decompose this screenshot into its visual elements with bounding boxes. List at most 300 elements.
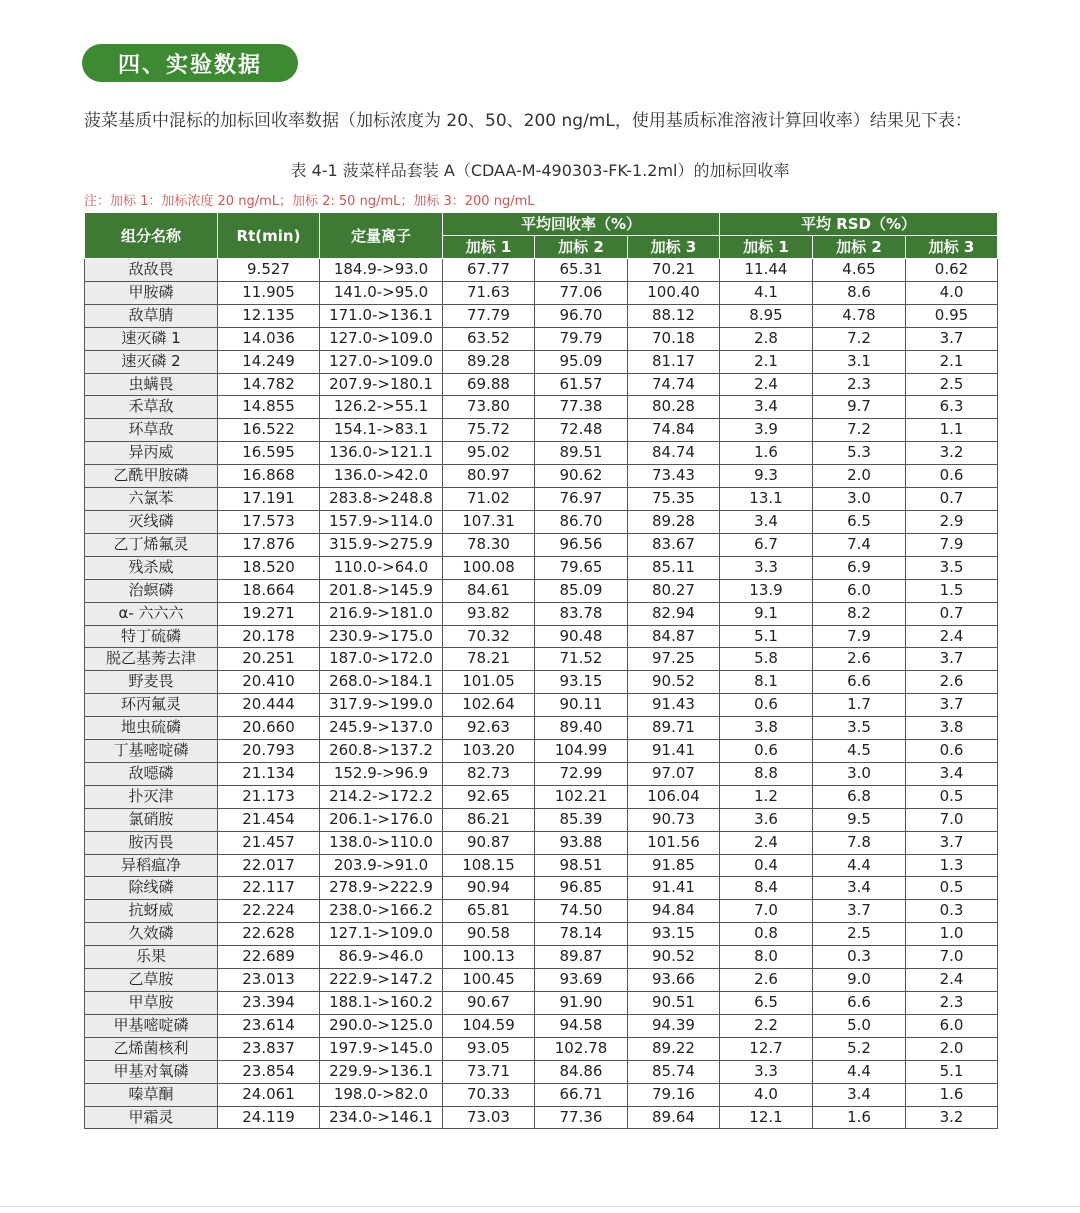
cell-component-name: 速灭磷 2	[85, 350, 218, 373]
cell-quant-ion: 138.0->110.0	[320, 831, 443, 854]
cell-component-name: 甲基嘧啶磷	[85, 1014, 218, 1037]
cell-rsd-spike3: 7.0	[906, 946, 998, 969]
cell-recovery-spike1: 100.13	[443, 946, 535, 969]
cell-rsd-spike3: 0.5	[906, 877, 998, 900]
cell-rsd-spike3: 0.62	[906, 259, 998, 282]
cell-recovery-spike1: 103.20	[443, 740, 535, 763]
cell-rsd-spike2: 5.2	[813, 1037, 906, 1060]
cell-rsd-spike2: 7.9	[813, 625, 906, 648]
table-row	[85, 877, 998, 900]
cell-rsd-spike2: 4.65	[813, 259, 906, 282]
cell-recovery-spike2: 85.39	[535, 808, 628, 831]
cell-recovery-spike3: 89.22	[628, 1037, 720, 1060]
cell-recovery-spike2: 96.85	[535, 877, 628, 900]
table-row	[85, 785, 998, 808]
cell-rsd-spike1: 9.1	[720, 602, 813, 625]
cell-rsd-spike3: 1.0	[906, 923, 998, 946]
cell-recovery-spike2: 72.48	[535, 419, 628, 442]
cell-rsd-spike3: 6.0	[906, 1014, 998, 1037]
cell-rsd-spike1: 6.5	[720, 992, 813, 1015]
cell-quant-ion: 86.9->46.0	[320, 946, 443, 969]
cell-rt: 21.134	[218, 762, 320, 785]
table-row	[85, 327, 998, 350]
intro-text: 菠菜基质中混标的加标回收率数据（加标浓度为 20、50、200 ng/mL，使用基质标准溶液计算回收率）结果见下表：	[84, 111, 972, 131]
cell-rsd-spike3: 3.5	[906, 556, 998, 579]
cell-recovery-spike1: 80.97	[443, 465, 535, 488]
table-row	[85, 923, 998, 946]
cell-rsd-spike2: 6.6	[813, 671, 906, 694]
cell-recovery-spike1: 89.28	[443, 350, 535, 373]
cell-rt: 22.224	[218, 900, 320, 923]
cell-recovery-spike3: 89.64	[628, 1106, 720, 1129]
cell-component-name: 除线磷	[85, 877, 218, 900]
cell-quant-ion: 184.9->93.0	[320, 259, 443, 282]
cell-rt: 9.527	[218, 259, 320, 282]
cell-recovery-spike2: 77.38	[535, 396, 628, 419]
cell-recovery-spike1: 82.73	[443, 762, 535, 785]
table-row	[85, 373, 998, 396]
cell-rsd-spike2: 0.3	[813, 946, 906, 969]
cell-component-name: 敌噁磷	[85, 762, 218, 785]
cell-recovery-spike3: 74.84	[628, 419, 720, 442]
cell-rsd-spike3: 0.95	[906, 304, 998, 327]
cell-rsd-spike1: 13.9	[720, 579, 813, 602]
cell-rsd-spike1: 3.3	[720, 556, 813, 579]
table-row	[85, 625, 998, 648]
cell-rsd-spike3: 2.6	[906, 671, 998, 694]
cell-rsd-spike3: 2.9	[906, 510, 998, 533]
cell-recovery-spike3: 84.87	[628, 625, 720, 648]
cell-quant-ion: 222.9->147.2	[320, 969, 443, 992]
cell-recovery-spike3: 97.25	[628, 648, 720, 671]
header-recovery-spike1: 加标 1	[443, 236, 535, 259]
cell-rsd-spike3: 3.7	[906, 327, 998, 350]
cell-recovery-spike3: 93.66	[628, 969, 720, 992]
cell-recovery-spike2: 90.11	[535, 694, 628, 717]
cell-component-name: 胺丙畏	[85, 831, 218, 854]
table-row	[85, 1014, 998, 1037]
table-row	[85, 992, 998, 1015]
cell-rsd-spike2: 5.3	[813, 442, 906, 465]
cell-recovery-spike2: 94.58	[535, 1014, 628, 1037]
cell-component-name: 禾草敌	[85, 396, 218, 419]
header-rsd: 平均 RSD（%）	[720, 213, 998, 236]
cell-rsd-spike2: 1.7	[813, 694, 906, 717]
cell-rsd-spike3: 0.5	[906, 785, 998, 808]
cell-recovery-spike3: 84.74	[628, 442, 720, 465]
table-row	[85, 762, 998, 785]
cell-recovery-spike2: 95.09	[535, 350, 628, 373]
cell-recovery-spike3: 90.52	[628, 671, 720, 694]
cell-rsd-spike2: 2.0	[813, 465, 906, 488]
cell-rsd-spike2: 4.78	[813, 304, 906, 327]
cell-recovery-spike1: 73.03	[443, 1106, 535, 1129]
cell-rsd-spike1: 3.4	[720, 396, 813, 419]
cell-rt: 19.271	[218, 602, 320, 625]
cell-quant-ion: 136.0->121.1	[320, 442, 443, 465]
cell-recovery-spike2: 86.70	[535, 510, 628, 533]
cell-recovery-spike3: 90.73	[628, 808, 720, 831]
cell-rsd-spike1: 9.3	[720, 465, 813, 488]
cell-recovery-spike2: 93.15	[535, 671, 628, 694]
cell-quant-ion: 230.9->175.0	[320, 625, 443, 648]
cell-rt: 22.017	[218, 854, 320, 877]
cell-component-name: 野麦畏	[85, 671, 218, 694]
cell-recovery-spike1: 75.72	[443, 419, 535, 442]
table-row	[85, 831, 998, 854]
cell-rt: 20.660	[218, 717, 320, 740]
cell-quant-ion: 207.9->180.1	[320, 373, 443, 396]
footer-divider	[0, 1206, 1080, 1207]
header-rsd-spike2: 加标 2	[813, 236, 906, 259]
cell-rsd-spike2: 3.0	[813, 762, 906, 785]
table-row	[85, 1037, 998, 1060]
cell-component-name: 治螟磷	[85, 579, 218, 602]
cell-recovery-spike3: 94.84	[628, 900, 720, 923]
cell-recovery-spike2: 66.71	[535, 1083, 628, 1106]
cell-recovery-spike3: 79.16	[628, 1083, 720, 1106]
section-title: 四、实验数据	[82, 44, 298, 82]
cell-rsd-spike3: 3.8	[906, 717, 998, 740]
cell-recovery-spike2: 76.97	[535, 488, 628, 511]
cell-rsd-spike1: 4.0	[720, 1083, 813, 1106]
cell-component-name: 扑灭津	[85, 785, 218, 808]
cell-recovery-spike1: 77.79	[443, 304, 535, 327]
cell-recovery-spike3: 70.21	[628, 259, 720, 282]
cell-recovery-spike3: 91.41	[628, 877, 720, 900]
cell-component-name: 异稻瘟净	[85, 854, 218, 877]
cell-rt: 20.178	[218, 625, 320, 648]
table-row	[85, 396, 998, 419]
cell-rt: 17.573	[218, 510, 320, 533]
cell-recovery-spike3: 90.51	[628, 992, 720, 1015]
cell-rsd-spike2: 6.5	[813, 510, 906, 533]
cell-recovery-spike1: 69.88	[443, 373, 535, 396]
cell-rt: 16.868	[218, 465, 320, 488]
cell-quant-ion: 152.9->96.9	[320, 762, 443, 785]
cell-rsd-spike1: 12.1	[720, 1106, 813, 1129]
table-row	[85, 304, 998, 327]
cell-rsd-spike3: 1.6	[906, 1083, 998, 1106]
cell-rsd-spike3: 0.6	[906, 740, 998, 763]
cell-component-name: 环草敌	[85, 419, 218, 442]
cell-rsd-spike3: 5.1	[906, 1060, 998, 1083]
table-row	[85, 854, 998, 877]
cell-rt: 24.061	[218, 1083, 320, 1106]
cell-recovery-spike1: 78.21	[443, 648, 535, 671]
cell-recovery-spike2: 96.56	[535, 533, 628, 556]
cell-quant-ion: 136.0->42.0	[320, 465, 443, 488]
cell-rsd-spike3: 0.7	[906, 488, 998, 511]
cell-recovery-spike1: 67.77	[443, 259, 535, 282]
cell-rsd-spike1: 8.95	[720, 304, 813, 327]
cell-rsd-spike3: 4.0	[906, 281, 998, 304]
cell-recovery-spike1: 73.80	[443, 396, 535, 419]
cell-quant-ion: 126.2->55.1	[320, 396, 443, 419]
cell-rt: 20.251	[218, 648, 320, 671]
cell-rsd-spike3: 1.3	[906, 854, 998, 877]
header-ion: 定量离子	[320, 213, 443, 259]
cell-component-name: 脱乙基莠去津	[85, 648, 218, 671]
cell-rsd-spike2: 2.5	[813, 923, 906, 946]
cell-rt: 23.614	[218, 1014, 320, 1037]
cell-quant-ion: 214.2->172.2	[320, 785, 443, 808]
cell-quant-ion: 141.0->95.0	[320, 281, 443, 304]
cell-recovery-spike1: 70.32	[443, 625, 535, 648]
cell-rsd-spike1: 3.3	[720, 1060, 813, 1083]
cell-recovery-spike1: 95.02	[443, 442, 535, 465]
cell-rsd-spike2: 4.4	[813, 1060, 906, 1083]
cell-rsd-spike3: 0.3	[906, 900, 998, 923]
cell-recovery-spike2: 61.57	[535, 373, 628, 396]
cell-recovery-spike3: 88.12	[628, 304, 720, 327]
cell-rsd-spike2: 4.4	[813, 854, 906, 877]
table-row	[85, 1106, 998, 1129]
cell-recovery-spike2: 83.78	[535, 602, 628, 625]
cell-recovery-spike3: 85.74	[628, 1060, 720, 1083]
cell-rt: 20.444	[218, 694, 320, 717]
cell-recovery-spike2: 72.99	[535, 762, 628, 785]
cell-quant-ion: 206.1->176.0	[320, 808, 443, 831]
cell-recovery-spike1: 70.33	[443, 1083, 535, 1106]
cell-rsd-spike1: 2.6	[720, 969, 813, 992]
cell-recovery-spike2: 90.48	[535, 625, 628, 648]
cell-rt: 22.689	[218, 946, 320, 969]
table-row	[85, 419, 998, 442]
table-row	[85, 1083, 998, 1106]
cell-component-name: 速灭磷 1	[85, 327, 218, 350]
cell-recovery-spike1: 78.30	[443, 533, 535, 556]
table-row	[85, 281, 998, 304]
cell-quant-ion: 127.0->109.0	[320, 350, 443, 373]
cell-component-name: 乙草胺	[85, 969, 218, 992]
cell-recovery-spike3: 101.56	[628, 831, 720, 854]
cell-recovery-spike2: 84.86	[535, 1060, 628, 1083]
cell-recovery-spike1: 71.63	[443, 281, 535, 304]
cell-rsd-spike2: 9.0	[813, 969, 906, 992]
header-name: 组分名称	[85, 213, 218, 259]
table-row	[85, 740, 998, 763]
cell-quant-ion: 234.0->146.1	[320, 1106, 443, 1129]
header-recovery: 平均回收率（%）	[443, 213, 720, 236]
cell-component-name: 异丙威	[85, 442, 218, 465]
table-note: 注：加标 1：加标浓度 20 ng/mL；加标 2: 50 ng/mL；加标 3：200 ng/mL	[84, 194, 535, 209]
cell-rsd-spike3: 2.4	[906, 969, 998, 992]
recovery-table	[84, 212, 998, 1129]
cell-rsd-spike3: 3.2	[906, 1106, 998, 1129]
cell-rsd-spike1: 2.1	[720, 350, 813, 373]
cell-recovery-spike2: 89.87	[535, 946, 628, 969]
cell-component-name: 虫螨畏	[85, 373, 218, 396]
cell-recovery-spike3: 83.67	[628, 533, 720, 556]
cell-recovery-spike2: 71.52	[535, 648, 628, 671]
table-row	[85, 808, 998, 831]
cell-rsd-spike3: 0.7	[906, 602, 998, 625]
cell-quant-ion: 216.9->181.0	[320, 602, 443, 625]
cell-rsd-spike2: 2.6	[813, 648, 906, 671]
cell-recovery-spike3: 89.71	[628, 717, 720, 740]
cell-rt: 24.119	[218, 1106, 320, 1129]
cell-component-name: 久效磷	[85, 923, 218, 946]
cell-rsd-spike1: 0.6	[720, 740, 813, 763]
table-row	[85, 717, 998, 740]
table-row	[85, 602, 998, 625]
cell-rsd-spike1: 2.8	[720, 327, 813, 350]
cell-recovery-spike1: 86.21	[443, 808, 535, 831]
cell-rt: 21.454	[218, 808, 320, 831]
cell-rsd-spike2: 8.6	[813, 281, 906, 304]
cell-rsd-spike1: 6.7	[720, 533, 813, 556]
table-row	[85, 556, 998, 579]
cell-component-name: 乙烯菌核利	[85, 1037, 218, 1060]
table-row	[85, 259, 998, 282]
cell-rsd-spike3: 0.6	[906, 465, 998, 488]
cell-rsd-spike1: 12.7	[720, 1037, 813, 1060]
cell-component-name: 六氯苯	[85, 488, 218, 511]
cell-rsd-spike1: 1.6	[720, 442, 813, 465]
cell-rt: 22.117	[218, 877, 320, 900]
cell-rsd-spike1: 0.6	[720, 694, 813, 717]
cell-component-name: 嗪草酮	[85, 1083, 218, 1106]
cell-rsd-spike2: 7.2	[813, 419, 906, 442]
cell-recovery-spike1: 104.59	[443, 1014, 535, 1037]
cell-recovery-spike1: 71.02	[443, 488, 535, 511]
cell-rsd-spike1: 8.1	[720, 671, 813, 694]
cell-rsd-spike2: 3.5	[813, 717, 906, 740]
cell-recovery-spike1: 90.94	[443, 877, 535, 900]
cell-quant-ion: 278.9->222.9	[320, 877, 443, 900]
cell-rsd-spike1: 3.8	[720, 717, 813, 740]
cell-rsd-spike1: 4.1	[720, 281, 813, 304]
cell-recovery-spike2: 93.88	[535, 831, 628, 854]
cell-rsd-spike1: 13.1	[720, 488, 813, 511]
cell-component-name: 甲草胺	[85, 992, 218, 1015]
cell-quant-ion: 127.0->109.0	[320, 327, 443, 350]
cell-component-name: 乙丁烯氟灵	[85, 533, 218, 556]
table-row	[85, 350, 998, 373]
cell-recovery-spike1: 100.08	[443, 556, 535, 579]
cell-recovery-spike2: 79.79	[535, 327, 628, 350]
cell-rsd-spike1: 8.8	[720, 762, 813, 785]
cell-recovery-spike3: 70.18	[628, 327, 720, 350]
header-recovery-spike2: 加标 2	[535, 236, 628, 259]
cell-recovery-spike2: 93.69	[535, 969, 628, 992]
cell-recovery-spike1: 93.05	[443, 1037, 535, 1060]
cell-recovery-spike2: 90.62	[535, 465, 628, 488]
cell-rt: 17.191	[218, 488, 320, 511]
cell-rt: 22.628	[218, 923, 320, 946]
cell-recovery-spike2: 91.90	[535, 992, 628, 1015]
cell-recovery-spike1: 107.31	[443, 510, 535, 533]
cell-recovery-spike1: 102.64	[443, 694, 535, 717]
cell-component-name: 敌草腈	[85, 304, 218, 327]
cell-rsd-spike3: 2.5	[906, 373, 998, 396]
cell-component-name: α- 六六六	[85, 602, 218, 625]
cell-recovery-spike1: 92.63	[443, 717, 535, 740]
cell-rsd-spike3: 7.9	[906, 533, 998, 556]
cell-quant-ion: 197.9->145.0	[320, 1037, 443, 1060]
cell-component-name: 特丁硫磷	[85, 625, 218, 648]
cell-rsd-spike2: 7.8	[813, 831, 906, 854]
cell-recovery-spike1: 84.61	[443, 579, 535, 602]
cell-rt: 23.013	[218, 969, 320, 992]
cell-recovery-spike1: 90.87	[443, 831, 535, 854]
cell-component-name: 灭线磷	[85, 510, 218, 533]
cell-rt: 20.793	[218, 740, 320, 763]
cell-quant-ion: 268.0->184.1	[320, 671, 443, 694]
cell-rsd-spike1: 3.4	[720, 510, 813, 533]
cell-rt: 14.036	[218, 327, 320, 350]
cell-recovery-spike3: 97.07	[628, 762, 720, 785]
cell-rt: 23.854	[218, 1060, 320, 1083]
cell-quant-ion: 229.9->136.1	[320, 1060, 443, 1083]
cell-quant-ion: 315.9->275.9	[320, 533, 443, 556]
cell-rsd-spike2: 3.1	[813, 350, 906, 373]
cell-rt: 23.837	[218, 1037, 320, 1060]
cell-recovery-spike3: 91.41	[628, 740, 720, 763]
cell-recovery-spike2: 77.06	[535, 281, 628, 304]
cell-rsd-spike2: 6.8	[813, 785, 906, 808]
cell-quant-ion: 283.8->248.8	[320, 488, 443, 511]
cell-recovery-spike3: 80.28	[628, 396, 720, 419]
cell-rt: 11.905	[218, 281, 320, 304]
cell-rsd-spike1: 0.4	[720, 854, 813, 877]
cell-quant-ion: 245.9->137.0	[320, 717, 443, 740]
cell-rsd-spike2: 4.5	[813, 740, 906, 763]
cell-rt: 14.855	[218, 396, 320, 419]
cell-quant-ion: 171.0->136.1	[320, 304, 443, 327]
cell-rsd-spike3: 6.3	[906, 396, 998, 419]
cell-rsd-spike1: 0.8	[720, 923, 813, 946]
table-body	[85, 259, 998, 1129]
cell-component-name: 敌敌畏	[85, 259, 218, 282]
cell-rsd-spike1: 2.2	[720, 1014, 813, 1037]
table-row	[85, 510, 998, 533]
cell-rsd-spike2: 3.7	[813, 900, 906, 923]
cell-recovery-spike1: 101.05	[443, 671, 535, 694]
cell-recovery-spike2: 65.31	[535, 259, 628, 282]
cell-rsd-spike2: 3.4	[813, 1083, 906, 1106]
cell-rsd-spike2: 5.0	[813, 1014, 906, 1037]
cell-recovery-spike2: 74.50	[535, 900, 628, 923]
cell-rt: 18.664	[218, 579, 320, 602]
cell-rsd-spike3: 2.1	[906, 350, 998, 373]
cell-recovery-spike1: 90.58	[443, 923, 535, 946]
cell-recovery-spike2: 104.99	[535, 740, 628, 763]
cell-rsd-spike2: 6.9	[813, 556, 906, 579]
table-caption: 表 4-1 菠菜样品套装 A（CDAA-M-490303-FK-1.2ml）的加标回收率	[290, 161, 790, 180]
cell-rsd-spike3: 3.7	[906, 648, 998, 671]
cell-quant-ion: 290.0->125.0	[320, 1014, 443, 1037]
cell-rsd-spike1: 1.2	[720, 785, 813, 808]
cell-quant-ion: 238.0->166.2	[320, 900, 443, 923]
cell-rsd-spike1: 7.0	[720, 900, 813, 923]
cell-rsd-spike1: 11.44	[720, 259, 813, 282]
cell-rsd-spike2: 7.4	[813, 533, 906, 556]
cell-rt: 16.595	[218, 442, 320, 465]
cell-rsd-spike2: 3.0	[813, 488, 906, 511]
table-row	[85, 671, 998, 694]
cell-rt: 23.394	[218, 992, 320, 1015]
cell-quant-ion: 188.1->160.2	[320, 992, 443, 1015]
cell-quant-ion: 260.8->137.2	[320, 740, 443, 763]
cell-quant-ion: 317.9->199.0	[320, 694, 443, 717]
cell-quant-ion: 127.1->109.0	[320, 923, 443, 946]
header-rsd-spike3: 加标 3	[906, 236, 998, 259]
cell-rt: 21.173	[218, 785, 320, 808]
table-row	[85, 1060, 998, 1083]
cell-rsd-spike1: 3.9	[720, 419, 813, 442]
